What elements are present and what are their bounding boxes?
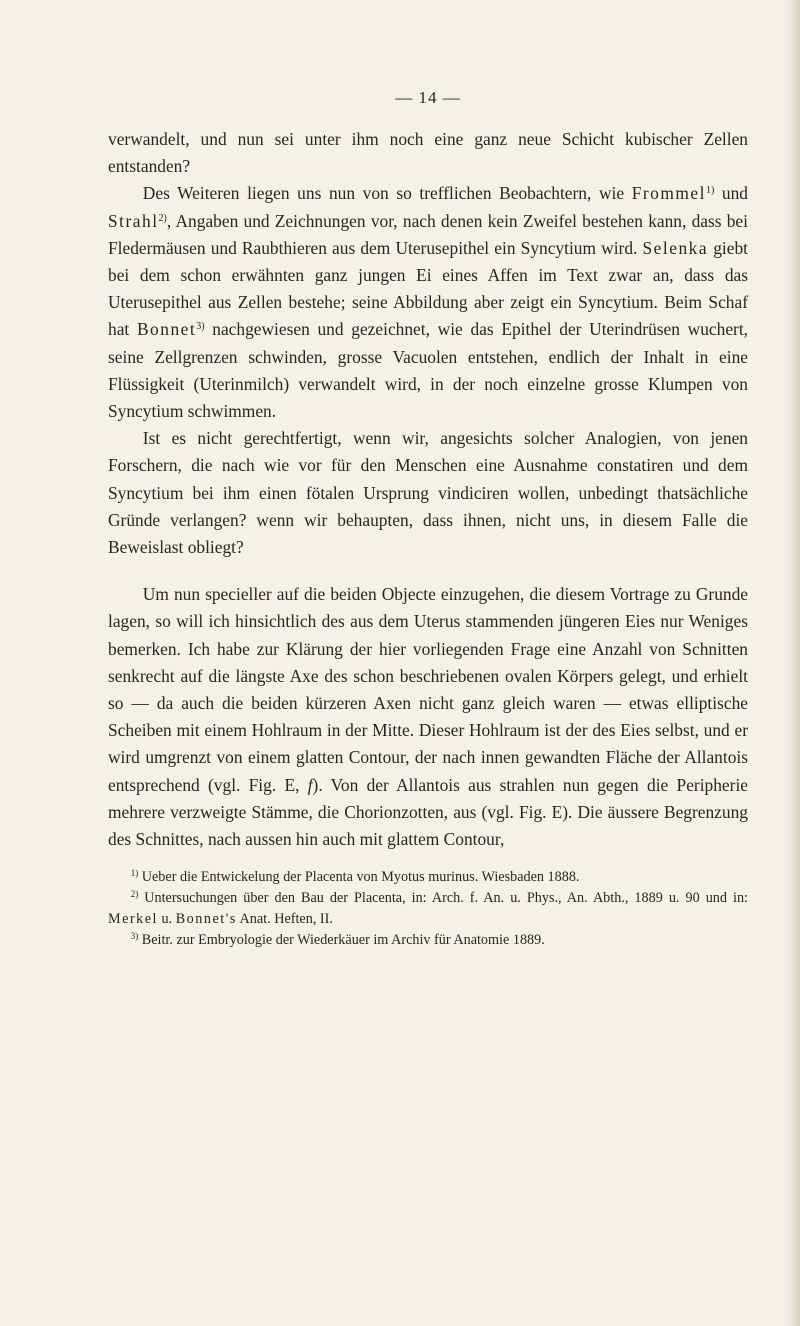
text-run: Ist es nicht gerechtfertigt, wenn wir, angesichts solcher Analogien, von jenen Forschern, die nach wie vor für den Menschen eine Ausnahme constatiren und dem Syncytium bei ihm einen fötalen Ursprung vindiciren wollen, unbedingt thatsächliche Gründe verlangen? wenn wir behaupten, dass ihnen, nicht uns, in diesem Falle die Beweislast obliegt? xyxy=(108,428,748,558)
footnote-marker: 2) xyxy=(158,212,167,224)
footnote-marker: 1) xyxy=(130,868,139,879)
author-name: Strahl xyxy=(108,210,159,231)
text-run: Um nun specieller auf die beiden Objecte einzugehen, die diesem Vortrage zu Grunde lagen, so will ich hinsichtlich des aus dem Uterus stammenden jüngeren Eies nur Weniges bemerken. Ich habe zur Klärung der hier vorliegenden Frage eine Anzahl von Schnitten senkrecht auf die längste Axe des schon beschriebenen ovalen Körpers gelegt, und erhielt so — da auch die beiden kürzeren Axen nicht ganz gleich waren — etwas elliptische Scheiben mit einem Hohlraum in der Mitte. Dieser Hohlraum ist der des Eies selbst, und er wird umgrenzt von einem glatten Contour, der nach innen gewandten Fläche der Allantois entsprechend (vgl. Fig. E, xyxy=(108,584,748,795)
page-edge-shadow xyxy=(784,0,800,1326)
footnote-marker: 3) xyxy=(130,931,139,942)
footnote-marker: 1) xyxy=(705,185,715,197)
footnote-marker: 2) xyxy=(130,889,139,900)
page-number: — 14 — xyxy=(395,88,461,107)
footnote xyxy=(108,867,748,888)
text-run: nachgewiesen und gezeichnet, wie das Epithel der Uterindrüsen wuchert, seine Zellgrenzen schwinden, grosse Vacuolen entstehen, endlich der Inhalt in eine Flüssigkeit (Uterinmilch) verwandelt wird, in der noch einzelne grosse Klumpen von Syncytium schwimmen. xyxy=(108,319,749,422)
paragraph xyxy=(108,126,748,180)
author-name: Merkel xyxy=(108,911,158,928)
text-run: verwandelt, und nun sei unter ihm noch eine ganz neue Schicht kubischer Zellen entstanden? xyxy=(108,129,748,177)
paragraph xyxy=(108,180,748,425)
text-run: Des Weiteren liegen uns nun von so trefflichen Beobachtern, wie xyxy=(142,183,632,204)
author-name: Bonnet's xyxy=(175,911,237,928)
text-run: Untersuchungen über den Bau der Placenta, in: Arch. f. An. u. Phys., An. Abth., 1889 u. 90 und in: xyxy=(138,890,748,907)
footnote xyxy=(108,888,748,930)
author-name: Frommel xyxy=(631,183,706,204)
author-name: Bonnet xyxy=(136,319,197,340)
paragraph xyxy=(108,425,748,561)
text-run: u. xyxy=(157,911,176,928)
text-run: , Angaben und Zeichnungen vor, nach denen kein Zweifel bestehen kann, dass bei Fledermäusen und Raubthieren aus dem Uterusepithel ein Syncytium wird. xyxy=(108,210,748,258)
text-run: und xyxy=(714,183,748,204)
footnotes xyxy=(108,867,748,951)
body-text xyxy=(108,126,748,853)
footnote xyxy=(108,930,748,951)
italic-text: f xyxy=(307,774,313,795)
text-run: Ueber die Entwickelung der Placenta von Myotus murinus. Wiesbaden 1888. xyxy=(138,869,580,886)
text-run: ). Von der Allantois aus strahlen nun gegen die Peripherie mehrere verzweigte Stämme, die Chorionzotten, aus (vgl. Fig. E). Die äussere Begrenzung des Schnittes, nach aussen hin auch mit glattem Contour, xyxy=(108,774,748,850)
footnote-marker: 3) xyxy=(196,321,205,333)
author-name: Selenka xyxy=(642,237,709,258)
text-run: giebt bei dem schon erwähnten ganz jungen Ei eines Affen im Text zwar an, dass das Uterusepithel aus Zellen bestehe; seine Abbildung aber zeigt ein Syncytium. Beim Schaf hat xyxy=(108,237,748,340)
text-run: Beitr. zur Embryologie der Wiederkäuer im Archiv für Anatomie 1889. xyxy=(138,932,545,949)
paragraph xyxy=(108,581,748,853)
text-run: Anat. Heften, II. xyxy=(236,911,333,928)
book-page xyxy=(108,88,748,951)
